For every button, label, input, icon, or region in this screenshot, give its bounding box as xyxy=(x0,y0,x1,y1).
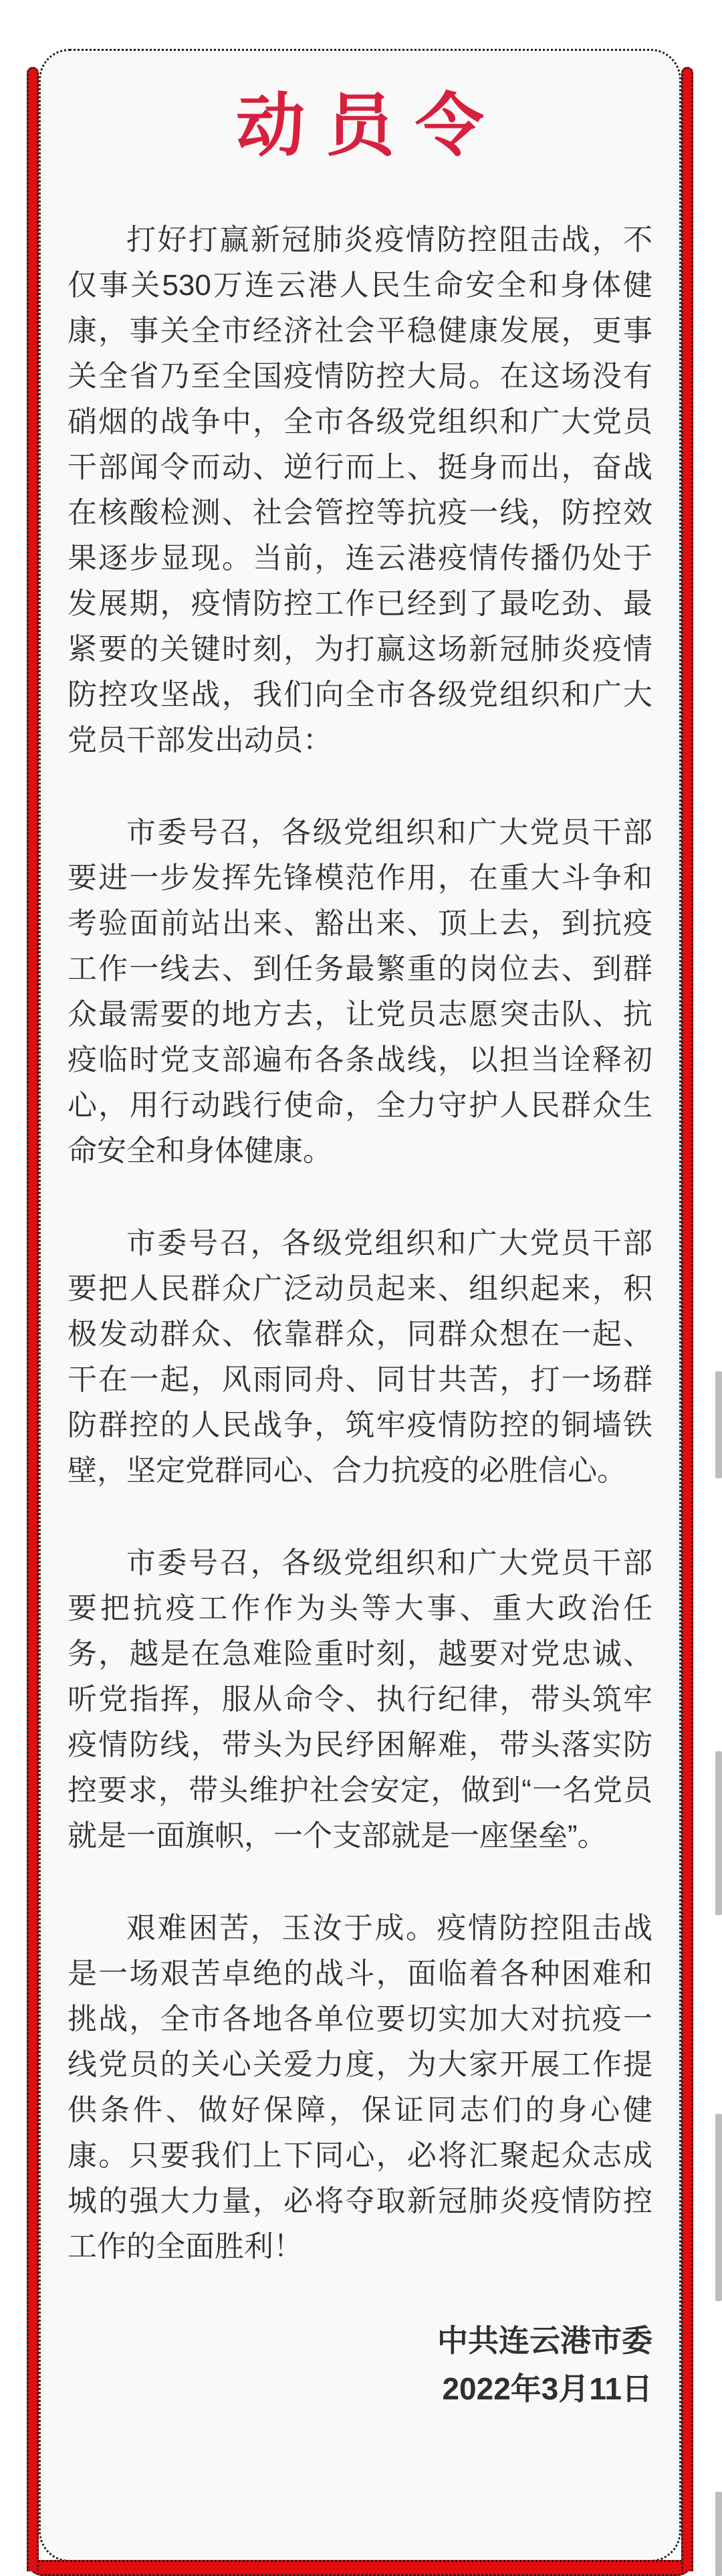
paragraph-closing: 艰难困苦，玉汝于成。疫情防控阻击战是一场艰苦卓绝的战斗，面临着各种困难和挑战，全市各地各单位要切实加大对抗疫一线党员的关心关爱力度，为大家开展工作提供条件、做好保障，保证同志们的身心健康。只要我们上下同心，必将汇聚起众志成城的强大力量，必将夺取新冠肺炎疫情防控工作的全面胜利！ xyxy=(68,1912,652,2263)
paragraph-call-3: 市委号召，各级党组织和广大党员干部要把抗疫工作作为头等大事、重大政治任务，越是在急难险重时刻，越要对党忠诚、听党指挥，服从命令、执行纪律，带头筑牢疫情防线，带头为民纾困解难，带头落实防控要求，带头维护社会安定，做到“一名党员就是一面旗帜，一个支部就是一座堡垒”。 xyxy=(68,1547,652,1852)
scrollbar-thumb[interactable] xyxy=(715,2492,722,2576)
decorative-red-border-left xyxy=(27,67,39,2571)
paragraph-call-1: 市委号召，各级党组织和广大党员干部要进一步发挥先锋模范作用，在重大斗争和考验面前站出来、豁出来、顶上去，到抗疫工作一线去、到任务最繁重的岗位去、到群众最需要的地方去，让党员志愿突击队、抗疫临时党支部遍布各条战线，以担当诠释初心，用行动践行使命，全力守护人民群众生命安全和身体健康。 xyxy=(68,816,652,1167)
scrollbar-thumb[interactable] xyxy=(715,1751,722,1915)
signature-block xyxy=(68,2316,652,2413)
signature-committee: 中共连云港市委 xyxy=(437,2323,652,2358)
scrollbar-thumb[interactable] xyxy=(715,2114,722,2301)
decorative-red-border-bottom xyxy=(27,2560,693,2576)
order-card xyxy=(39,49,681,2562)
signature-date: 2022年3月11日 xyxy=(442,2371,652,2406)
paragraph-intro: 打好打赢新冠肺炎疫情防控阻击战，不仅事关530万连云港人民生命安全和身体健康，事关全市经济社会平稳健康发展，更事关全省乃至全国疫情防控大局。在这场没有硝烟的战争中，全市各级党组织和广大党员干部闻令而动、逆行而上、挺身而出，奋战在核酸检测、社会管控等抗疫一线，防控效果逐步显现。当前，连云港疫情传播仍处于发展期，疫情防控工作已经到了最吃劲、最紧要的关键时刻，为打赢这场新冠肺炎疫情防控攻坚战，我们向全市各级党组织和广大党员干部发出动员： xyxy=(68,223,652,757)
scrollbar-thumb[interactable] xyxy=(715,1371,722,1478)
decorative-red-border-right xyxy=(681,67,693,2571)
paragraph-call-2: 市委号召，各级党组织和广大党员干部要把人民群众广泛动员起来、组织起来，积极发动群众、依靠群众，同群众想在一起、干在一起，风雨同舟、同甘共苦，打一场群防群控的人民战争，筑牢疫情防控的铜墙铁壁，坚定党群同心、合力抗疫的必胜信心。 xyxy=(68,1227,652,1487)
page-title: 动员令 xyxy=(236,87,505,164)
